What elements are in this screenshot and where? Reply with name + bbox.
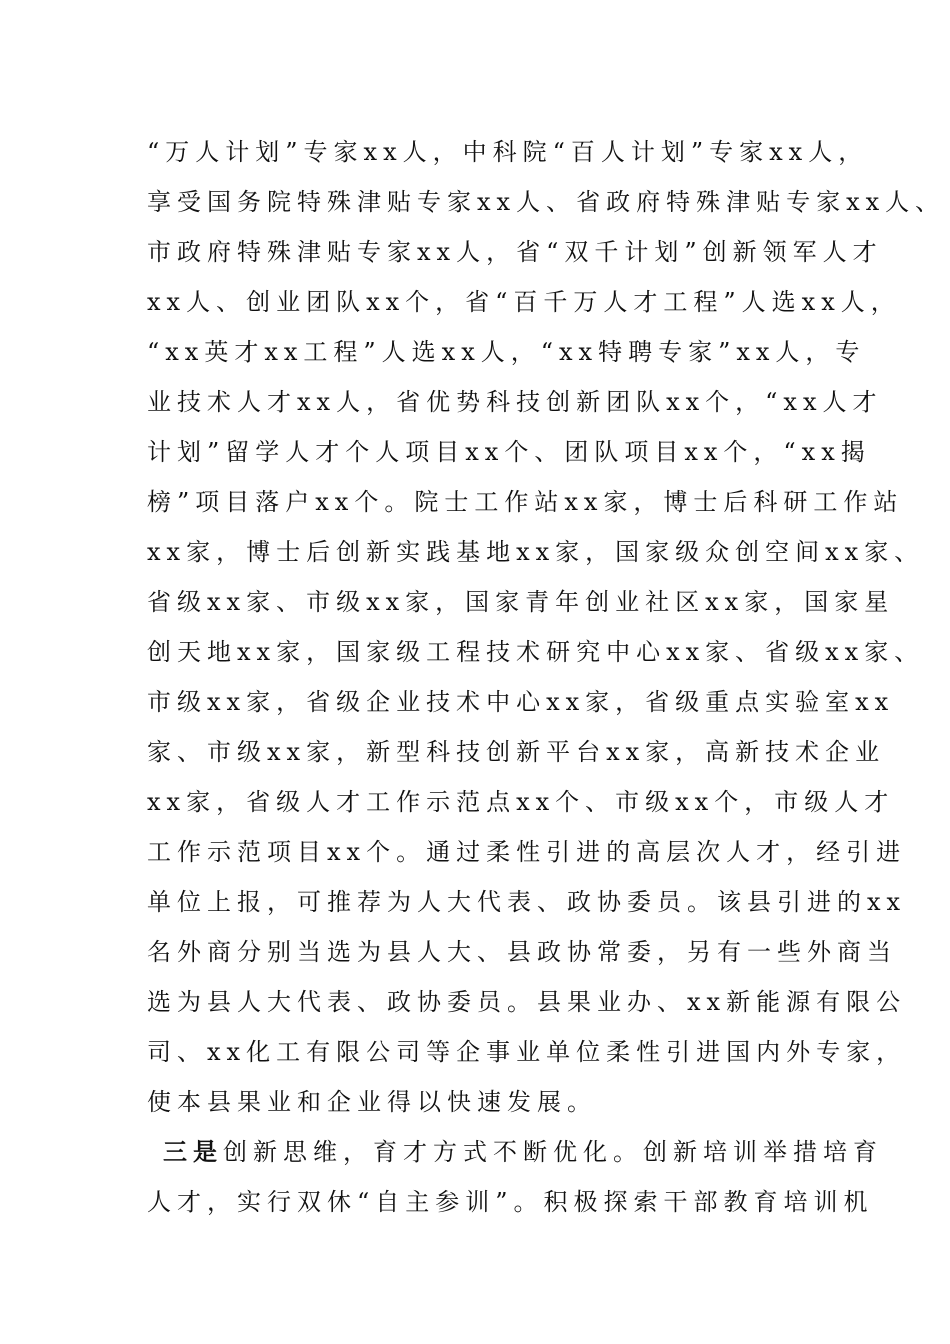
paragraph-line: “xx英才xx工程”人选xx人，“xx特聘专家”xx人，专 — [147, 338, 866, 366]
paragraph-line: xx人、创业团队xx个，省“百千万人才工程”人选xx人， — [147, 288, 901, 316]
paragraph-line: 司、xx化工有限公司等企事业单位柔性引进国内外专家， — [147, 1038, 907, 1066]
paragraph-line: 选为县人大代表、政协委员。县果业办、xx新能源有限公 — [147, 988, 907, 1016]
paragraph-line: 享受国务院特殊津贴专家xx人、省政府特殊津贴专家xx人、 — [147, 188, 946, 216]
paragraph-line: 省级xx家、市级xx家，国家青年创业社区xx家，国家星 — [147, 588, 895, 616]
paragraph-line: 名外商分别当选为县人大、县政协常委，另有一些外商当 — [147, 938, 897, 966]
paragraph-line: 工作示范项目xx个。通过柔性引进的高层次人才，经引进 — [147, 838, 907, 866]
paragraph-line: 市级xx家，省级企业技术中心xx家，省级重点实验室xx — [147, 688, 895, 716]
paragraph-text: 创新思维，育才方式不断优化。创新培训举措培育 — [223, 1138, 883, 1166]
paragraph-line: 人才，实行双休“自主参训”。积极探索干部教育培训机 — [147, 1188, 874, 1216]
paragraph-line: 使本县果业和企业得以快速发展。 — [147, 1088, 597, 1116]
paragraph-line — [147, 1127, 883, 1177]
paragraph-line: 计划”留学人才个人项目xx个、团队项目xx个，“xx揭 — [147, 438, 871, 466]
paragraph-line: 业技术人才xx人，省优势科技创新团队xx个，“xx人才 — [147, 388, 883, 416]
paragraph-1 — [147, 127, 946, 1127]
document-page — [147, 127, 946, 1227]
paragraph-2 — [147, 1127, 883, 1227]
paragraph-line: 榜”项目落户xx个。院士工作站xx家，博士后科研工作站 — [147, 488, 904, 516]
paragraph-line: “万人计划”专家xx人，中科院“百人计划”专家xx人， — [147, 138, 869, 166]
paragraph-line: 家、市级xx家，新型科技创新平台xx家，高新技术企业 — [147, 738, 886, 766]
paragraph-line: 单位上报，可推荐为人大代表、政协委员。该县引进的xx — [147, 888, 907, 916]
paragraph-line: 创天地xx家，国家级工程技术研究中心xx家、省级xx家、 — [147, 638, 925, 666]
paragraph-line: xx家，博士后创新实践基地xx家，国家级众创空间xx家、 — [147, 538, 925, 566]
paragraph-lead: 三是 — [163, 1137, 223, 1166]
paragraph-line: 市政府特殊津贴专家xx人，省“双千计划”创新领军人才 — [147, 238, 883, 266]
paragraph-line: xx家，省级人才工作示范点xx个、市级xx个，市级人才 — [147, 788, 895, 816]
